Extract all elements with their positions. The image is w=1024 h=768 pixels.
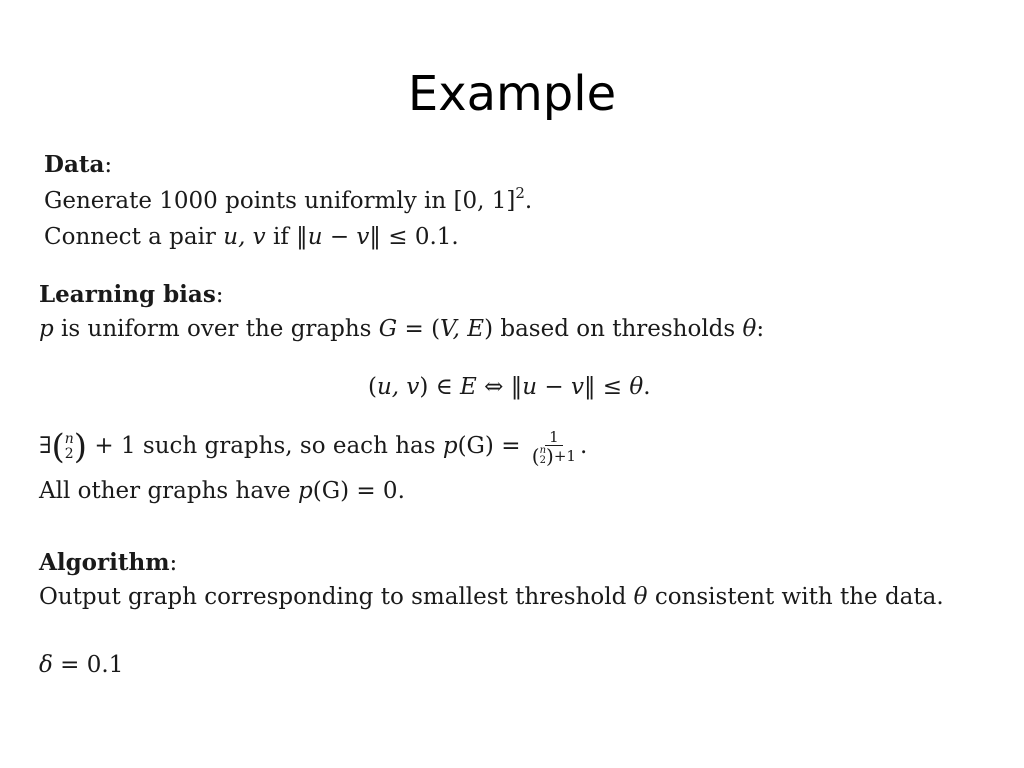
lb-eq: = (: [397, 316, 441, 342]
lb-theta: θ: [742, 316, 757, 342]
count-exists: ∃: [39, 433, 52, 459]
eq-uv: u, v: [376, 374, 420, 400]
binom-bottom: 2: [64, 446, 74, 462]
frac-binom-top: n: [539, 444, 547, 456]
binomial-n-choose-2: [51, 427, 88, 467]
eq-end: .: [643, 374, 651, 400]
other-suffix: (G) = 0.: [312, 478, 405, 504]
data-heading: Data: [44, 151, 105, 178]
slide-title: Example: [407, 66, 617, 122]
data-line1-exponent: 2: [515, 184, 525, 202]
eq-in: ) ∈: [419, 374, 461, 400]
data-heading-colon: :: [104, 152, 113, 178]
frac-plus-one: +1: [553, 446, 576, 465]
data-line2-suffix: ‖ ≤ 0.1.: [369, 224, 459, 250]
binom-left-paren: (: [51, 427, 65, 467]
lb-end: :: [756, 316, 765, 342]
frac-binom-bottom: 2: [539, 454, 546, 466]
data-line2-u: u: [307, 224, 323, 250]
data-heading-line: [44, 150, 112, 180]
data-line2-minus: −: [322, 224, 357, 250]
eq-v: v: [570, 374, 584, 400]
learning-bias-count-line: [39, 426, 587, 466]
data-line1-period: .: [524, 188, 533, 214]
data-line1-text: Generate 1000 points uniformly in [0, 1]: [44, 188, 516, 214]
learning-bias-colon: :: [215, 282, 224, 308]
algorithm-prefix: Output graph corresponding to smallest threshold: [39, 584, 634, 610]
algorithm-heading-line: [39, 548, 177, 578]
lb-p: p: [39, 316, 54, 342]
delta-value: = 0.1: [52, 652, 124, 678]
learning-bias-heading: Learning bias: [39, 281, 216, 308]
count-end: .: [579, 433, 588, 459]
eq-iff: ⇔ ‖: [476, 374, 523, 400]
count-G: (G) =: [457, 433, 528, 459]
algorithm-line: [39, 582, 944, 612]
other-prefix: All other graphs have: [39, 478, 298, 504]
eq-minus: −: [537, 374, 571, 400]
data-line2-vars: u, v: [223, 224, 266, 250]
learning-bias-heading-line: [39, 280, 224, 310]
data-line-connect: [44, 222, 459, 252]
learning-bias-display-equation: [368, 372, 651, 402]
delta-symbol: δ: [39, 652, 53, 678]
probability-fraction: [530, 429, 578, 466]
lb-rest: ) based on thresholds: [484, 316, 743, 342]
binom-top: n: [64, 431, 74, 447]
eq-u: u: [522, 374, 538, 400]
fraction-numerator: 1: [545, 429, 563, 446]
count-p: p: [442, 433, 458, 459]
learning-bias-other-line: [39, 476, 405, 506]
eq-E: E: [460, 374, 477, 400]
eq-theta: θ: [629, 374, 644, 400]
data-line2-v: v: [356, 224, 370, 250]
fraction-denominator: ( n 2 ) +1: [531, 443, 576, 468]
lb-VE: V, E: [440, 316, 485, 342]
lb-G: G: [378, 316, 398, 342]
data-line2-prefix: Connect a pair: [44, 224, 224, 250]
count-mid: + 1 such graphs, so each has: [87, 433, 443, 459]
eq-open: (: [368, 374, 377, 400]
data-line2-mid: if ‖: [265, 224, 308, 250]
delta-line: [39, 650, 123, 680]
binom-right-paren: ): [73, 427, 88, 467]
lb-mid: is uniform over the graphs: [53, 316, 379, 342]
eq-leq: ‖ ≤: [583, 374, 630, 400]
algorithm-suffix: consistent with the data.: [647, 584, 944, 610]
algorithm-colon: :: [169, 550, 178, 576]
algorithm-theta: θ: [633, 584, 648, 610]
learning-bias-line-uniform: [39, 314, 764, 344]
algorithm-heading: Algorithm: [39, 549, 170, 576]
other-p: p: [297, 478, 313, 504]
data-line-generate: [44, 186, 532, 218]
